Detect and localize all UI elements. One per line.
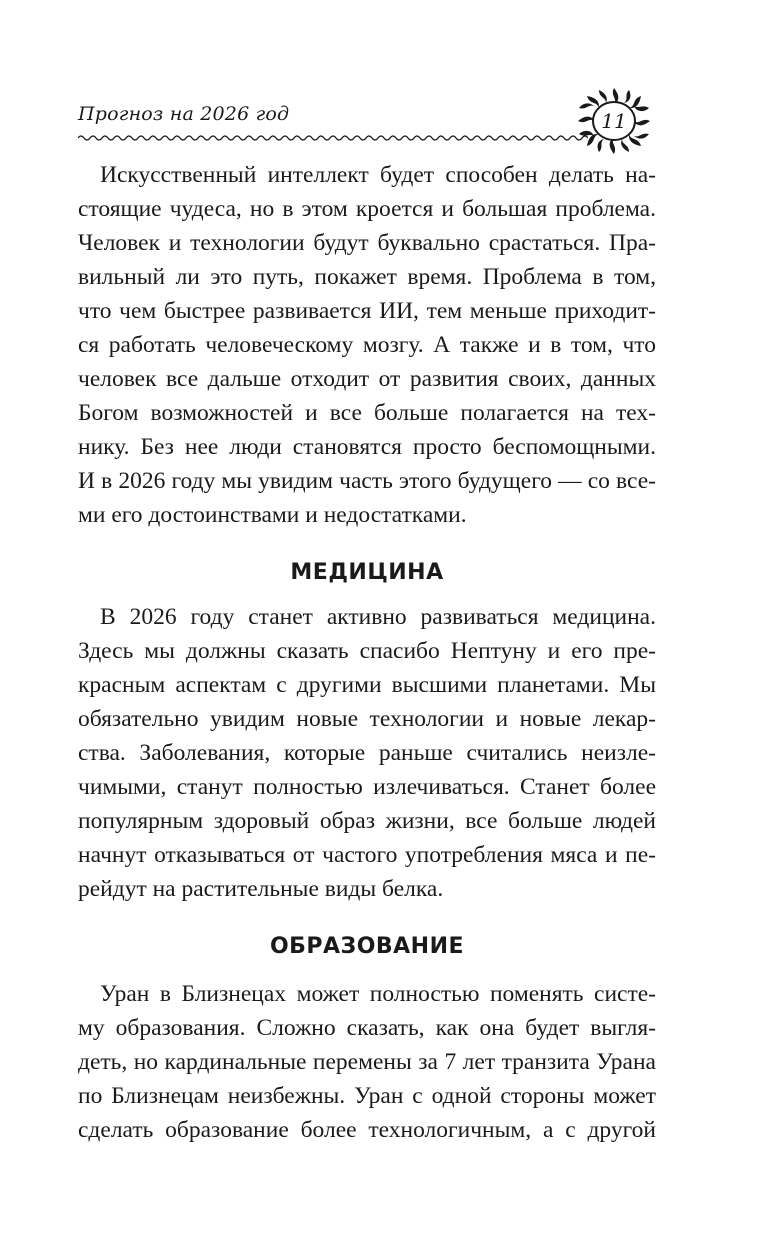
section-heading-medicine: МЕДИЦИНА [290,560,444,585]
medicine-paragraph [78,600,656,906]
text-line: Богом возможностей и все больше полагается на тех- [78,400,656,426]
text-line: Человек и технологии будут буквально срастаться. Пра- [78,230,656,256]
text-line: вильный ли это путь, покажет время. Проблема в том, [78,264,656,290]
page-number: 11 [601,109,627,133]
section-heading-education: ОБРАЗОВАНИЕ [269,934,465,959]
education-paragraph [78,977,656,1147]
text-line: Искусственный интеллект будет способен делать на- [100,162,656,188]
text-line: му образования. Сложно сказать, как она будет выгля- [78,1015,656,1041]
text-line: человек все дальше отходит от развития своих, данных [78,366,656,392]
running-title: Прогноз на 2026 год [78,103,290,125]
text-line: ства. Заболевания, которые раньше считались неизле- [78,740,656,766]
text-line: популярным здоровый образ жизни, все больше людей [78,808,656,834]
text-line: стоящие чудеса, но в этом кроется и большая проблема. [78,196,656,222]
text-line: рейдут на растительные виды белка. [78,876,444,902]
text-line: сделать образование более технологичным, а с другой [78,1117,656,1143]
text-line: В 2026 году станет активно развиваться медицина. [100,604,656,630]
text-line: чимыми, станут полностью излечиваться. Станет более [78,774,656,800]
text-line: ми его достоинствами и недостатками. [78,502,467,528]
text-line: что чем быстрее развивается ИИ, тем меньше приходит- [78,298,656,324]
text-line: Уран в Близнецах может полностью поменять систе- [100,981,656,1007]
text-line: начнут отказываться от частого употребления мяса и пе- [78,842,656,868]
text-line: нику. Без нее люди становятся просто беспомощными. [78,434,656,460]
text-line: ся работать человеческому мозгу. А также и в том, что [78,332,656,358]
text-line: по Близнецам неизбежны. Уран с одной стороны может [78,1083,656,1109]
text-line: деть, но кардинальные перемены за 7 лет транзита Урана [78,1049,656,1075]
text-line: Здесь мы должны сказать спасибо Нептуну и его пре- [78,638,656,664]
text-line: И в 2026 году мы увидим часть этого будущего — со все- [78,468,656,494]
text-line: обязательно увидим новые технологии и новые лекар- [78,706,656,732]
header-wavy-rule [78,134,588,142]
text-line: красным аспектам с другими высшими планетами. Мы [78,672,656,698]
intro-paragraph [78,158,656,532]
